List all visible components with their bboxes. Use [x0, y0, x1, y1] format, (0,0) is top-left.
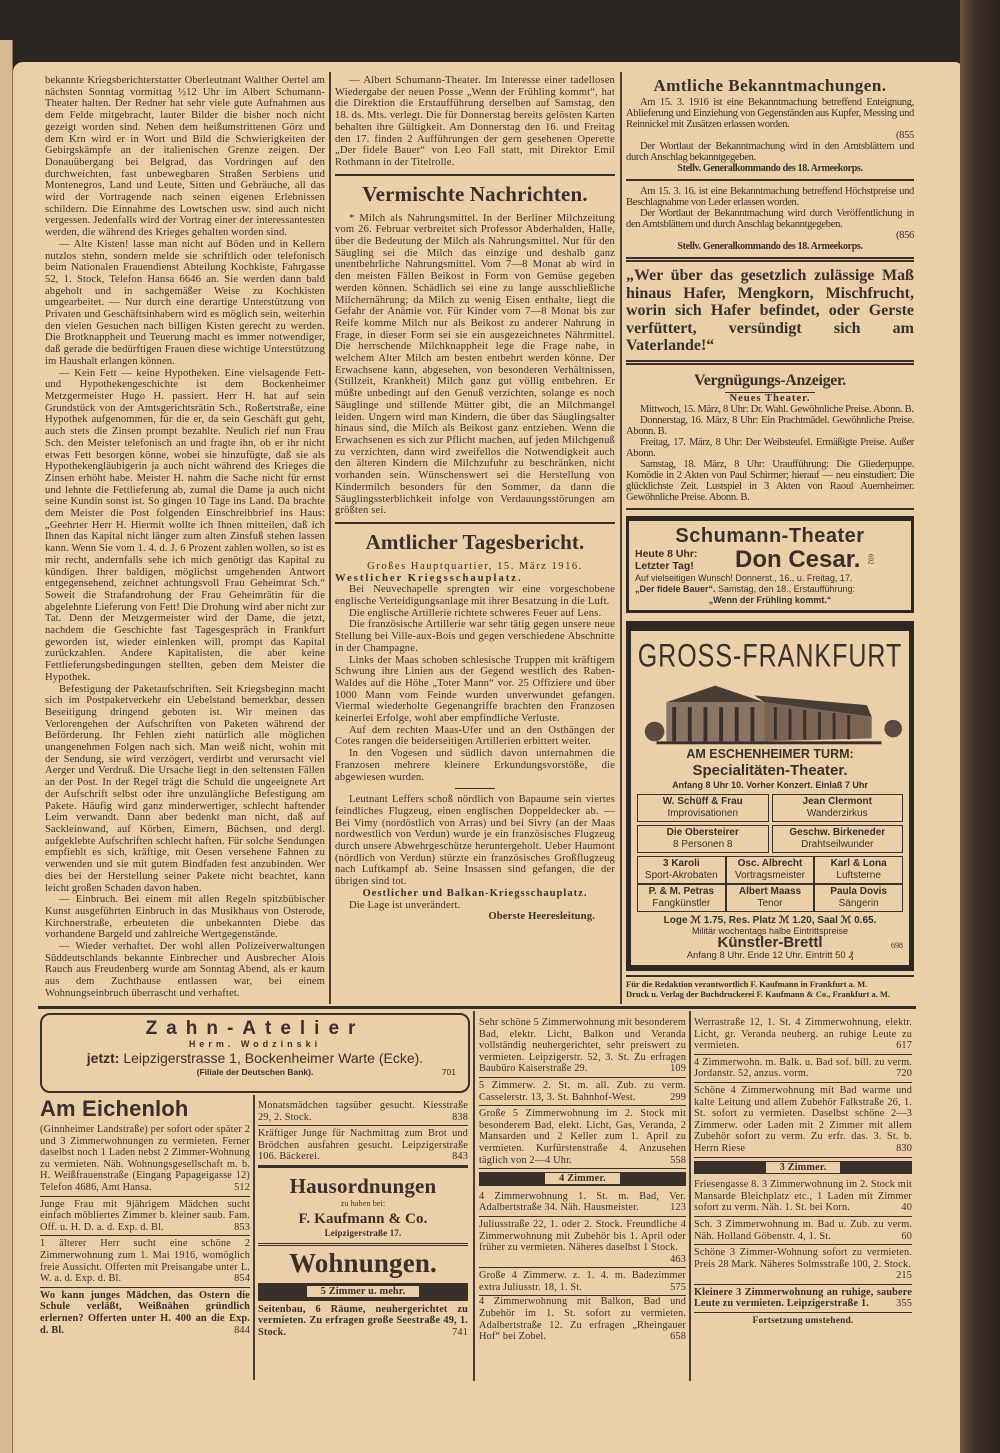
apartments-heading: Wohnungen. — [289, 1248, 437, 1279]
report-paragraph: Die englische Artillerie richtete schweres Feuer auf Lens. — [349, 607, 602, 619]
ad-number: 512 — [234, 1181, 250, 1193]
notice-signature: Stellv. Generalkommando des 18. Armeekorps. — [677, 241, 863, 252]
classifieds-section — [0, 1006, 1000, 1396]
report-signature: Oberste Heeresleitung. — [488, 911, 595, 923]
gf-brettl: Künstler-Brettl — [717, 933, 823, 951]
schumann-theater-ad — [626, 516, 914, 613]
theater-building-illustration — [637, 677, 903, 747]
oats-appeal: „Wer über das gesetzlich zulässige Maß hinaus Hafer, Mengkorn, Mischfrucht, worin sich Hafer befindet, oder Gerste verfüttert, versündigt sich am Vaterlande!“ — [626, 267, 914, 354]
column-divider — [473, 1011, 475, 1381]
gf-military: Militär wochentags halbe Eintrittspreise — [691, 925, 849, 936]
zahn-title: Zahn-Atelier — [145, 1018, 365, 1039]
classified-ad: Kleinere 3 Zimmerwohnung an ruhige, saubere Leute zu vermieten. Leipzigerstraße 1. 355 — [694, 1285, 912, 1313]
schumann-today: Heute 8 Uhr: — [635, 547, 698, 560]
gross-frankfurt-ad — [626, 621, 914, 971]
report-paragraph: Die französische Artillerie war sehr tätig gegen unsere neue Stellung bei Ville-aux-Bois und gegen verschiedene Abschnitte in der Champagne. — [335, 619, 615, 654]
official-notices-heading: Amtliche Bekanntmachungen. — [653, 76, 887, 95]
zahn-now-label: jetzt: — [86, 1050, 120, 1066]
classified-ad: Friesengasse 8. 3 Zimmerwohnung im 2. Stock mit Mansarde Bleichplatz etc., 1 Laden mit Zimmer sofort zu verm. Näh. 1. St. bei Korn. 40 — [694, 1177, 912, 1217]
notice-signature: Stellv. Generalkommando des 18. Armeekorps. — [677, 163, 863, 174]
classified-ad: Schöne 4 Zimmerwohnung mit Bad warme und kalte Leitung und allem Zubehör Falkstraße 26, 1. St. sofort zu vermieten. Daselbst schöne 2—3 Zimmerw. oder Laden mit 2 Zimmer mit allem Zubehör sofort zu verm. Zu erfr. das. 3. St. b. Herrn Riese 830 — [694, 1083, 912, 1158]
eastern-front-text: Die Lage ist unverändert. — [349, 899, 461, 911]
classified-ad: 4 Zimmerwohnung 1. St. m. Bad, Ver. Adalbertstraße 34. Näh. Hausmeister. 123 — [479, 1189, 686, 1217]
report-paragraph: Leutnant Leffers schoß nördlich von Bapaume sein viertes feindliches Flugzeug, einen englischen Doppeldecker ab. — Bei Vimy (nordöstlich von Arras) und bei Sivry (an der Maas nordwestlich von Verdun) wurde je ein französisches Flugzeug durch unsere Abwehrgeschütze heruntergeholt. Ueber Haumont (nördlich von Verdun) stürzte ein französisches Großflugzeug nach Luftkampf ab. Seine Insassen sind gefangen, die der übrigen sind tot. — [335, 794, 615, 888]
column-3 — [626, 75, 914, 999]
gf-act: W. Schüff & Frau Improvisationen — [637, 794, 769, 822]
zahn-address: Leipzigerstrasse 1, Bockenheimer Warte (Ecke). — [123, 1050, 424, 1066]
house-rules-ad — [258, 1168, 468, 1246]
gf-act: Karl & Lona Luftsterne — [814, 856, 903, 884]
entertainment-heading: Vergnügungs-Anzeiger. — [694, 371, 846, 389]
gf-times: Anfang 8 Uhr 10. Vorher Konzert. Einlaß 7 Uhr — [672, 779, 868, 790]
gf-act: 3 Karoli Sport-Akrobaten — [637, 856, 726, 884]
classified-ad: Monatsmädchen tagsüber gesucht. Kiesstraße 29, 2. Stock. 838 — [258, 1098, 468, 1126]
classified-ad: Sch. 3 Zimmerwohnung m. Bad u. Zub. zu verm. Näh. Holland Göbenstr. 4, 1. St. 60 — [694, 1217, 912, 1245]
notice-2-number: (856 — [895, 230, 914, 241]
eichenloh-text: (Ginnheimer Landstraße) per sofort oder später 2 und 3 Zimmerwohnungen zu vermieten. Ferner daselbst noch 1 Laden nebst 2 Zimmer-Wohnung zu vermieten. Näh. Wohnungsgesellschaft m. b. H. Weißfrauenstraße (Eingang Papageigasse 12) Telefon 4686, Amt Hansa. — [40, 1124, 250, 1193]
three-rooms-heading: 3 Zimmer. — [694, 1161, 912, 1175]
gf-act: Die Obersteirer 8 Personen 8 — [637, 825, 769, 853]
classified-ad: 4 Zimmerwohnung mit Balkon, Bad und Zubehör im 1. St. sofort zu vermieten. Adalbertstraße 12. Zu erfragen „Rheingauer Hof“ bei Zobel. 658 — [479, 1296, 686, 1343]
article-no-fat: — Kein Fett — keine Hypotheken. Eine vielsagende Fett- und Hypothekengeschichte ist dem Bockenheimer Metzgermeister Hugo H. passiert. Herr H. hat auf sein Grundstück von der Amtsgerichtsrätin Sch., Roßertstraße, eine Hypothek aufgenommen, für die er, da sein Geschäft gut geht, auch stets die Zinsen prompt bezahlte. Neulich rief nun Frau Sch. den Meister telefonisch an und fragte ihn, ob er ihr nicht etwas Fett besorgen könne, wobei sie hinzufügte, daß sie als Hypothekengläubigerin ja auch nicht während des Krieges die Zinsen erhöht habe. Meister H. nahm die Sache nicht für ernst und lehnte die Fettlieferung ab, zumal die Dame ja auch nicht seine Kundin sonst ist. So gingen 10 Tage ins Land. Da brachte dem Meister die Post folgenden Einschreibbrief ins Haus: „Geehrter Herr H. Hiermit wollte ich Ihnen mitteilen, daß ich Ihnen das Kapital nicht länger zum alten Zinsfuß stehen lassen kann. Wenn Sie vom 1. 4. d. J. 6 Prozent zahlen wollen, so ist es mir recht, andernfalls sehe ich mich genötigt das Kapital zu kündigen. Ihrer baldigen, möglichst umgehenden Antwort entgegensehend, zeichnet achtungsvoll Frau Geheimrat Sch.“ Soweit die Strafandrohung der Frau Geheimrätin für die abgelehnte Lieferung von Fett! Die Drohung wird aber nicht zur Tat. Denn der Metzgermeister wird der Dame, die jetzt, nachdem die Geschichte fast Tagesgespräch in Frankfurt geworden ist, wieder einlenken will, prompt das Kapital zurückzahlen. Andere Kapitalisten, die aber keine Fettlieferungsbedingungen stellten, geben dem Meister die Hypothek. — [45, 367, 325, 683]
classified-ad: Junge Frau mit 9jährigem Mädchen sucht einfach möbliertes Zimmer b. kleiner saub. Fam. Off. u. H. D. a. d. Exp. d. Bl. 853 — [40, 1197, 250, 1237]
imprint-editor: Für die Redaktion verantwortlich F. Kaufmann in Frankfurt a. M. — [626, 978, 868, 989]
classified-ad: Wo kann junges Mädchen, das Ostern die Schule verläßt, Weißnähen gründlich erlernen? Offerten unter H. 400 an die Exp. d. Bl. 844 — [40, 1289, 250, 1336]
neues-theater-heading: Neues Theater. — [729, 392, 811, 404]
notice-2-text: Der Wortlaut der Bekanntmachung wird durch Veröffentlichung in den Amtsblättern und durch Anschlag bekanntgegeben. — [626, 208, 914, 230]
eichenloh-title: Am Eichenloh — [40, 1096, 189, 1121]
zahn-atelier-ad — [40, 1013, 470, 1093]
notice-1-number: (855 — [895, 130, 914, 141]
schumann-line: Samstag, den 18., Erstaufführung: — [718, 583, 855, 594]
gf-brettl-times: Anfang 8 Uhr. Ende 12 Uhr. Eintritt 50 ₰ — [686, 949, 854, 961]
article-lecture: bekannte Kriegsberichterstatter Oberleutnant Walther Oertel am nächsten Sonntag vormittag ½12 Uhr im Albert Schumann-Theater halten. Der Redner hat sehr viele gute Aufnahmen aus dem Felde mitgebracht, lauter Bilder die bisher noch nicht gezeigt worden sind. Neben dem heißumstrittenen Görz und dem Krn wird er in Wort und Bild die Schwierigkeiten der Gebirgskämpfe an der italienischen Grenze zeigen. Der Donauübergang bei Belgrad, das Vordringen auf den durchweichten, fast unbewegbaren Straßen Serbiens und Montenegros, Land und Leute, Sitten und Gebräuche, all das wird der Vortragende nach seinen eigenen Erlebnissen schildern. Die Einnahme des Lowtschen usw. sind auch nicht vergessen. Jedenfalls wird der Vortrag einer der interessantesten werden, die während des Krieges gehalten worden sind. — [45, 75, 325, 239]
report-paragraph: Links der Maas schoben schlesische Truppen mit kräftigem Schwung ihre Linien aus der Gegend westlich des Raben-Waldes auf die Höhe „Toter Mann“ vor. 25 Offiziere und über 1000 Mann vom Feinde wurden unverwundet gefangen. Viermal wiederholte Gegenangriffe brachten den Franzosen keinerlei Erfolge, wohl aber empfindliche Verluste. — [335, 654, 615, 725]
gf-act: Jean Clermont Wanderzirkus — [772, 794, 904, 822]
article-old-boxes: — Alte Kisten! lasse man nicht auf Böden und in Kellern nutzlos stehn, sondern melde sie schriftlich oder telefonisch beim Nationalen Frauendienst Abteilung Kochkiste, Fahrgasse 52, 1. Stock, Telefon Hansa 6646 an. Sie werden dann bald abgeholt und in sachgemäßer Weise zu Kochkisten umgearbeitet. — Nur durch eine derartige Unterstützung von Privaten und Geschäftsinhabern wird es möglich sein, weiterhin den vielen Gesuchen nach billigen Kisten gerecht zu werden. Die Brotknappheit und Teuerung macht es immer notwendiger, daß gerade die bedürftigen Frauen diese wichtige Unterstützung im Haushalt erlangen können. — [45, 238, 325, 367]
notice-2: Am 15. 3. 16. ist eine Bekanntmachung betreffend Höchstpreise und Beschlagnahme von Leder erlassen worden. — [626, 186, 914, 208]
zahn-number: 701 — [441, 1067, 456, 1077]
classified-ad: Seitenbau, 6 Räume, neuhergerichtet zu vermieten. Zu erfragen große Seestraße 49, 1. Stock. 741 — [258, 1303, 468, 1338]
report-paragraph: Auf dem rechten Maas-Ufer und an den Osthängen der Cotes rangen die beiderseitigen Artillerien erbittert weiter. — [335, 724, 615, 748]
gf-act: Geschw. Birkeneder Drahtseilwunder — [772, 825, 904, 853]
report-dateline: Großes Hauptquartier, 15. März 1916. — [367, 560, 583, 572]
gf-ad-number: 698 — [891, 940, 903, 950]
imprint-publisher: Druck u. Verlag der Buchdruckerei F. Kaufmann & Co., Frankfurt a. M. — [626, 988, 891, 999]
five-rooms-heading: 5 Zimmer u. mehr. — [258, 1283, 468, 1301]
gf-act: Osc. Albrecht Vortragsmeister — [726, 856, 815, 884]
classified-ad: 1 älterer Herr sucht eine schöne 2 Zimmerwohnung zum 1. Mai 1916, womöglich freie Aussicht. Offerten mit Preisangabe unter L. W. a. d. Exp. d. Bl. 854 — [40, 1236, 250, 1287]
classifieds-column-1 — [40, 1096, 250, 1336]
classified-ad: Schöne 3 Zimmer-Wohnung sofort zu vermieten. Preis 28 Mark. Näheres Solmsstraße 100, 2. Stock. 215 — [694, 1245, 912, 1285]
daily-report-heading: Amtlicher Tagesbericht. — [365, 529, 585, 554]
classified-ad: Sehr schöne 5 Zimmerwohnung mit besonderem Bad, elektr. Licht, Balkon und Veranda vollständig neuhergerichtet, sehr preiswert zu vermieten. Leipzigerstr. 52, 3. St. Zu erfragen Baubüro Kaiserstraße 29. 109 — [479, 1015, 686, 1078]
column-2 — [335, 75, 615, 923]
gf-act: Albert Maass Tenor — [726, 884, 815, 912]
article-milk: * Milch als Nahrungsmittel. In der Berliner Milchzeitung vom 26. Februar verbreitet sich Professor Abderhalden, Halle, über die Bedeutung der Milch als Nahrungsmittel. Nur für den Säugling sei die Milch das einzige und deshalb ganz unentbehrliche Nahrungsmittel. Vom 7—8 Monat ab wird in den meisten Fällen Beikost in Form von Gemüse gegeben werden können. Schädlich sei eine zu lange ausschließliche Milchernährung; da Milch zu wenig Eisen enthalte, liegt die Gefahr der Anämie vor. Für Kinder vom 7—8 Monat bis zur Reife komme Milch nur als Beikost zu anderer Nahrung in Frage, in dieser Form sei sie ein ausgezeichnetes Nährmittel. Die herrschende Milchknappheit lege die Frage nahe, in welchem Alter Milch am besten entbehrt werden könne. Der Erwachsene kann, abgesehen, von besonderen Verhältnissen, (Stillzeit, Krankheit) Milch ganz gut völlig entbehren. Er müßte unbedingt auf den Genuß verzichten, solange es noch Säuglinge und stillende Mütter gibt, die an Milchmangel leiden. Ungern wird man Kindern, die über das Säuglingsalter hinaus sind, die Milch als Beikost ganz entziehen. Wenn die Erwachsenen es sich zur Pflicht machen, auf jeden Milchgenuß zu verzichten, dann wird zweifellos die Notwendigkeit auch den älteren Kindern die Milchzufuhr zu beschränken, nicht vorhanden sein. Wünschenswert sei die Herstellung von Kindermilch besonders für den Sommer, da dann die Säuglingssterblichkeit infolge von Verdauungsstörungen am größten sei. — [335, 212, 615, 517]
schumann-line: „Wenn der Frühling kommt.“ — [708, 594, 832, 605]
gf-subtitle: Specialitäten-Theater. — [692, 761, 848, 779]
schumann-play: Don Cesar. — [735, 545, 861, 573]
schumann-line: Auf vielseitigen Wunsch! Donnerst., 16., u. Freitag, 17. — [635, 572, 853, 583]
column-divider — [329, 72, 331, 1004]
section-divider — [38, 1006, 916, 1009]
classifieds-column-4 — [694, 1015, 912, 1328]
zahn-owner: Herm. Wodzinski — [188, 1039, 322, 1049]
column-divider — [689, 1011, 691, 1381]
article-burglary: — Einbruch. Bei einem mit allen Regeln spitzbübischer Kunst ausgeführten Einbruch in das Musikhaus von Osterode, Kirchnerstraße, erbeuteten die unbekannten Diebe das vorhandene Bargeld und zahlreiche Wertgegenstände. — [45, 894, 325, 941]
classified-ad: 5 Zimmerw. 2. St. m. all. Zub. zu verm. Casselerstr. 13, 3. St. Bahnhof-West. 299 — [479, 1078, 686, 1106]
eastern-front-heading: Oestlicher und Balkan-Kriegsschauplatz. — [362, 887, 588, 899]
house-rules-title: Hausordnungen — [289, 1173, 437, 1198]
program-item: Donnerstag, 16. März, 8 Uhr: Ein Prachtmädel. Gewöhnliche Preise. Abonn. B. — [626, 414, 914, 437]
article-parcel-labels: Befestigung der Paketaufschriften. Seit Kriegsbeginn macht sich im Postpaketverkehr ein Uebelstand bemerkbar, dessen Beseitigung dringend geboten ist. Wir meinen das Verlorengehen der Aufschriften von Paketen während der Beförderung. Ihr Fehlen zieht natürlich alle möglichen unangenehmen Folgen nach sich. Man weiß nicht, wohin mit der Sendung, sie wird verzögert, verdirbt und verursacht viel Aerger und Verdruß. Die Ursache liegt in den seltensten Fällen an der Post. In der Regel trägt die Schuld die ungeeignete Art der Aufschrift selbst oder ihre unzulängliche Befestigung am Pakete. Häufig wird ganz minderwertiger, schlecht haftender Leim verwandt. Dann aber bedenkt man nicht, daß auf Sackleinwand, auf Körben, Eimern, Büchsen, und dergl. aufgeklebte Aufschriften schlecht haften. Für solche Sendungen empfiehlt es sich, kräftige, mit Oesen versehene Fahnen zu verwenden und sie mit gutem Bindfaden fest anzubinden. Wer dies bei der Herstellung seiner Pakete nicht beachtet, kann leicht großen Schaden davon haben. — [45, 683, 325, 894]
notice-1-text: Der Wortlaut der Bekanntmachung wird in den Amtsblättern und durch Anschlag bekanntgegeben. — [626, 141, 914, 163]
column-divider — [620, 72, 622, 1004]
report-paragraph: In den Vogesen und südlich davon unternahmen die Franzosen mehrere kleinere Erkundungsvorstöße, die abgewiesen wurden. — [335, 748, 615, 783]
schumann-last-day: Letzter Tag! — [635, 559, 694, 572]
gf-title: GROSS-FRANKFURT — [637, 637, 903, 674]
house-rules-sub: zu haben bei: — [340, 1198, 386, 1208]
classifieds-column-3 — [479, 1015, 686, 1343]
gf-prices: Loge ℳ 1.75, Res. Platz ℳ 1.20, Saal ℳ 0.65. — [663, 914, 877, 926]
classified-ad: Große 5 Zimmerwohnung im 2. Stock mit besonderem Bad, elekt. Licht, Gas, Veranda, 2 Mansarden und 2 Keller zum 1. April zu vermieten. Kurfürstenstraße 4. Anzusehen täglich von 2—4 Uhr. 558 — [479, 1106, 686, 1169]
classifieds-column-2 — [258, 1098, 468, 1339]
notice-1: Am 15. 3. 1916 ist eine Bekanntmachung betreffend Enteignung, Ablieferung und Einziehung von Gegenständen aus Kupfer, Messing und Reinnickel mit Zusätzen erlassen worden. — [626, 97, 914, 130]
schumann-ad-number: 692 — [866, 554, 875, 565]
program-item: Freitag, 17. März, 8 Uhr: Der Weibsteufel. Ermäßigte Preise. Außer Abonn. — [626, 436, 914, 459]
classified-ad: Kräftiger Junge für Nachmittag zum Brot und Brödchen ausfahren gesucht. Leipzigerstraße 106. Bäckerei. 843 — [258, 1126, 468, 1168]
column-divider — [253, 1095, 255, 1380]
house-rules-firm: F. Kaufmann & Co. — [298, 1210, 428, 1227]
classified-ad: Werrastraße 12, 1. St. 4 Zimmerwohnung, elektr. Licht, gr. Veranda neuherg. an ruhige Leute zu vermieten. 617 — [694, 1015, 912, 1055]
article-schumann-theater: — Albert Schumann-Theater. Im Interesse einer tadellosen Wiedergabe der neuen Posse „Wenn der Frühling kommt“, hat die Direktion die Erstaufführung derselben auf Samstag, den 18. ds. Mts. verlegt. Die für Donnerstag bereits gelösten Karten behalten ihre Gültigkeit. Am Donnerstag den 16. und Freitag den 17. finden 2 Aufführungen der gern gesehenen Operette „Der fidele Bauer“ von Leo Fall statt, mit Direktor Emil Rothmann in der Titelrolle. — [335, 75, 615, 168]
program-item: Samstag, 18. März, 8 Uhr: Uraufführung: Die Gliederpuppe. Komödie in 2 Akten von Paul Schirmer; hierauf — neu einstudiert: Die glücklichste Zeit. Lustspiel in 3 Akten von Raoul Auernheimer. Gewöhnliche Preise. Abonn. B. — [626, 458, 914, 503]
gf-act: P. & M. Petras Fangkünstler — [637, 884, 726, 912]
four-rooms-heading: 4 Zimmer. — [479, 1172, 686, 1186]
zahn-branch: (Filiale der Deutschen Bank). — [196, 1067, 314, 1077]
classified-ad: Große 4 Zimmerw. z. 1. 4. m. Badezimmer extra Juliusstr. 18, 1. St. 575 — [479, 1268, 686, 1296]
house-rules-street: Leipzigerstraße 17. — [324, 1227, 402, 1238]
classified-ad: Juliusstraße 22, 1. oder 2. Stock. Freundliche 4 Zimmerwohnung mit Zubehör bis 1. April oder früher zu vermieten. Näheres daselbst 1 Stock. 463 — [479, 1217, 686, 1268]
article-arrested: — Wieder verhaftet. Der wohl allen Polizeiverwaltungen Süddeutschlands bekannte Einbrecher und Ausbrecher Alois Rauch aus Freudenberg wurde am Sonntag Abend, als er kaum aus dem Zuchthause entlassen war, bei einem Wohnungseinbruch überrascht und verhaftet. — [45, 941, 325, 999]
gf-location: AM ESCHENHEIMER TURM: — [686, 746, 854, 761]
classified-ad: 4 Zimmerwohn. m. Balk. u. Bad sof. bill. zu verm. Jordanstr. 52, anzus. vorm. 720 — [694, 1055, 912, 1083]
column-1 — [45, 75, 325, 1000]
schumann-line: „Der fidele Bauer“. — [635, 583, 716, 594]
continued-overleaf: Fortsetzung umstehend. — [752, 1316, 854, 1327]
western-front-heading: Westlicher Kriegsschauplatz. — [335, 572, 523, 584]
program-item: Mittwoch, 15. März, 8 Uhr: Dr. Wahl. Gewöhnliche Preise. Abonn. B. — [640, 403, 914, 415]
report-paragraph: Bei Neuvechapelle sprengten wir eine vorgeschobene englische Verteidigungsanlage mit ihrer Besatzung in die Luft. — [335, 584, 615, 608]
short-divider — [455, 788, 495, 789]
misc-news-heading: Vermischte Nachrichten. — [362, 181, 588, 206]
schumann-title: Schumann-Theater — [675, 524, 865, 547]
gf-act: Paula Dovis Sängerin — [814, 884, 903, 912]
